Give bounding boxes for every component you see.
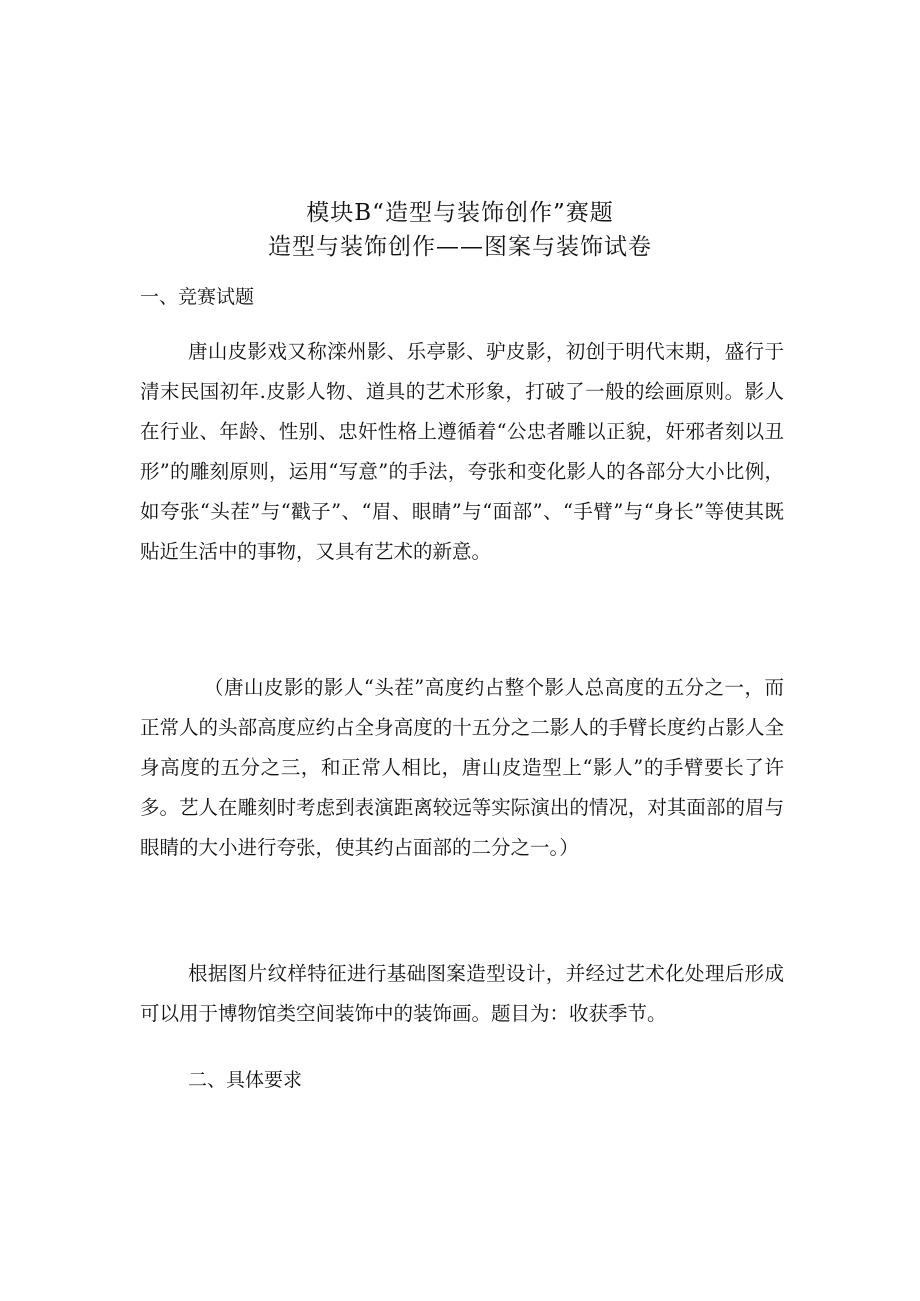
section-heading-specific-requirements: 二、具体要求: [188, 1069, 303, 1091]
document-subtitle: 造型与装饰创作——图案与装饰试卷: [268, 234, 652, 260]
section-heading-competition-questions: 一、竞赛试题: [140, 286, 255, 308]
paragraph-proportion-note: （唐山皮影的影人“头茬”高度约占整个影人总高度的五分之一，而正常人的头部高度应约占全身高度的十五分之二影人的手臂长度约占影人全身高度的五分之三，和正常人相比，唐山皮造型上“影人”的手臂要长了许多。艺人在雕刻时考虑到表演距离较远等实际演出的情况，对其面部的眉与眼睛的大小进行夸张，使其约占面部的二分之一。）: [140, 676, 784, 859]
paragraph-shadow-play-intro: 唐山皮影戏又称滦州影、乐亭影、驴皮影，初创于明代末期，盛行于清末民国初年.皮影人物、道具的艺术形象，打破了一般的绘画原则。影人在行业、年龄、性别、忠奸性格上遵循着“公忠者雕以正貌，奸邪者刻以丑形”的雕刻原则，运用“写意”的手法，夸张和变化影人的各部分大小比例，如夸张“头茬”与“戳子”、“眉、眼睛”与“面部”、“手臂”与“身长”等使其既贴近生活中的事物，又具有艺术的新意。: [140, 340, 784, 563]
document-title: 模块B“造型与装饰创作”赛题: [306, 200, 614, 226]
paragraph-task-description: 根据图片纹样特征进行基础图案造型设计，并经过艺术化处理后形成可以用于博物馆类空间装饰中的装饰画。题目为：收获季节。: [140, 962, 784, 1025]
